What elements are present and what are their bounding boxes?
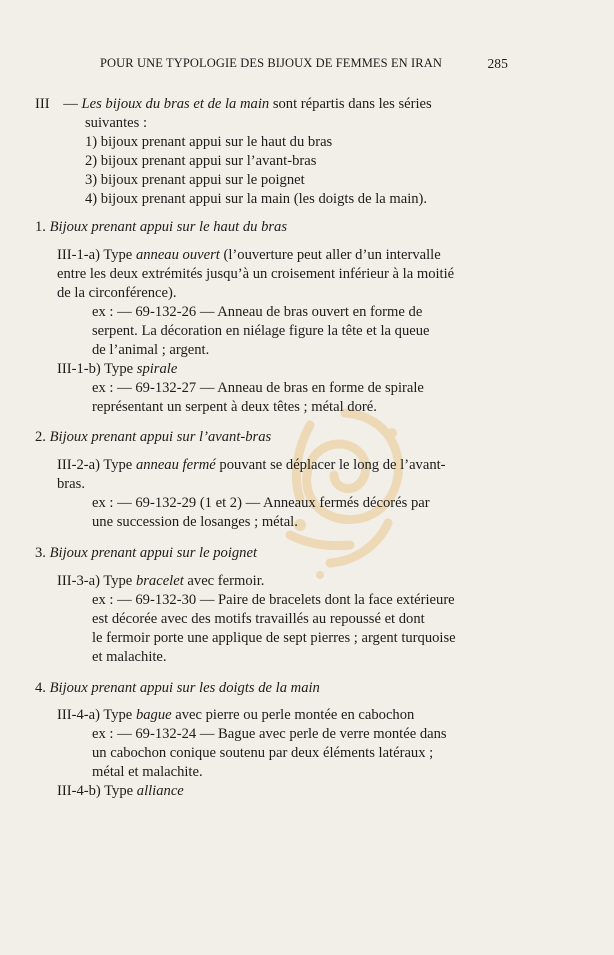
- intro-text-cont: suivantes :: [85, 115, 148, 131]
- running-head-title: POUR UNE TYPOLOGIE DES BIJOUX DE FEMMES EN IRAN: [100, 56, 442, 70]
- intro-title: Les bijoux du bras et de la main: [81, 96, 270, 112]
- example-69-132-26: ex : — 69-132-26 — Anneau de bras ouvert en forme de serpent. La décoration en niélage figure la tête et la queue de l’animal ; argent.: [92, 304, 430, 358]
- example-69-132-27: ex : — 69-132-27 — Anneau de bras en forme de spirale représentant un serpent à deux têtes ; métal doré.: [92, 380, 424, 415]
- section-heading-4: 4. Bijoux prenant appui sur les doigts de la main: [35, 680, 320, 696]
- example-69-132-24: ex : — 69-132-24 — Bague avec perle de verre montée dans un cabochon conique soutenu par deux éléments latéraux ; métal et malachite.: [92, 726, 447, 780]
- type-name: spirale: [136, 361, 178, 377]
- type-name: bague: [135, 707, 172, 723]
- type-name: anneau ouvert: [135, 247, 220, 263]
- intro-first-line: [35, 95, 510, 114]
- list-item: 3) bijoux prenant appui sur le poignet: [85, 172, 305, 188]
- entry-III-3-a: III-3-a) Type bracelet avec fermoir.: [57, 573, 265, 589]
- entry-III-4-b: III-4-b) Type alliance: [57, 783, 184, 799]
- example-69-132-29: ex : — 69-132-29 (1 et 2) — Anneaux fermés décorés par une succession de losanges ; métal.: [92, 495, 430, 530]
- entry-III-2-a: III-2-a) Type anneau fermé pouvant se déplacer le long de l’avant- bras.: [57, 457, 446, 492]
- section-numeral: III: [35, 96, 50, 112]
- section-heading-2: 2. Bijoux prenant appui sur l’avant-bras: [35, 429, 272, 445]
- entry-III-1-b: III-1-b) Type spirale: [57, 361, 178, 377]
- section-heading-1: 1. Bijoux prenant appui sur le haut du bras: [35, 219, 288, 235]
- list-item: 4) bijoux prenant appui sur la main (les doigts de la main).: [85, 191, 428, 207]
- type-name: bracelet: [135, 573, 184, 589]
- example-69-132-30: ex : — 69-132-30 — Paire de bracelets dont la face extérieure est décorée avec des motifs travaillés au repoussé et dont le fermoir porte une applique de sept pierres ; argent turquoise et malachite.: [92, 592, 456, 665]
- page-number: 285: [487, 56, 508, 71]
- entry-III-4-a: III-4-a) Type bague avec pierre ou perle montée en cabochon: [57, 707, 415, 723]
- section-heading-3: 3. Bijoux prenant appui sur le poignet: [35, 545, 258, 561]
- list-item: 1) bijoux prenant appui sur le haut du bras: [85, 134, 333, 150]
- entry-III-1-a: III-1-a) Type anneau ouvert (l’ouverture peut aller d’un intervalle entre les deux extrémités jusqu’à un croisement inférieur à la moitié de la circonférence).: [57, 247, 455, 301]
- type-name: anneau fermé: [135, 457, 216, 473]
- intro-list: [85, 114, 515, 209]
- type-name: alliance: [136, 783, 184, 799]
- intro-text: sont répartis dans les séries: [269, 96, 432, 112]
- intro-dash: —: [63, 96, 78, 112]
- list-item: 2) bijoux prenant appui sur l’avant-bras: [85, 153, 317, 169]
